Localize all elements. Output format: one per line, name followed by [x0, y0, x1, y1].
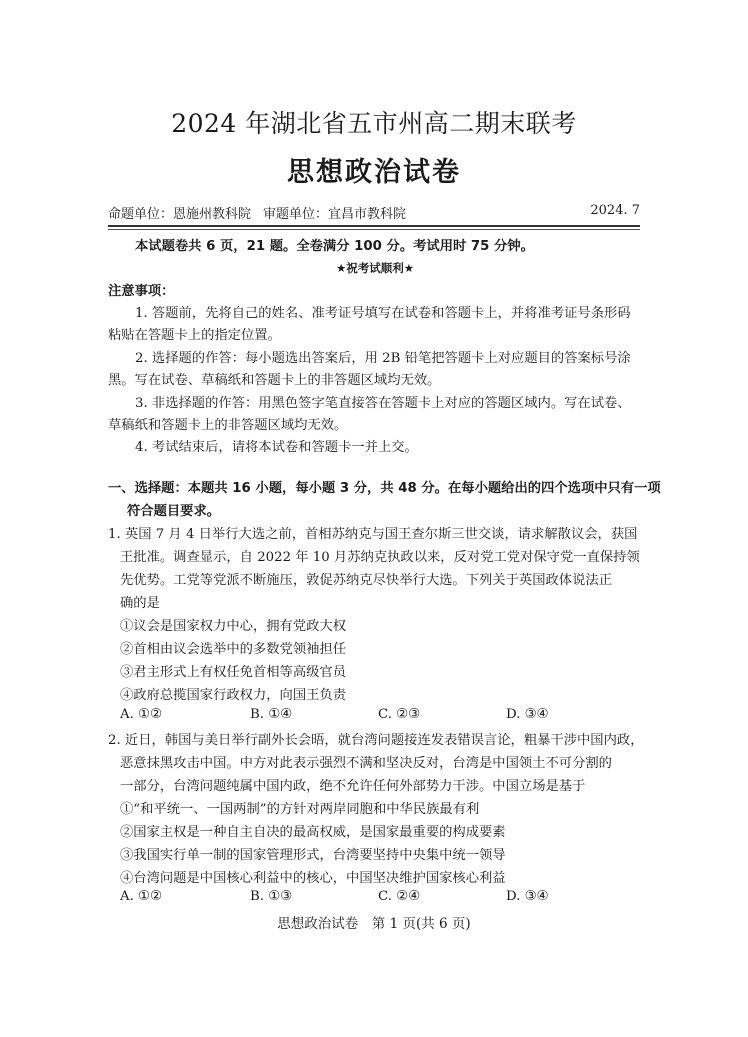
q2-statement-1: ①“和平统一、一国两制”的方针对两岸同胞和中华民族最有利: [120, 802, 480, 817]
q1-stem-line-2: 王批准。调查显示，自 2022 年 10 月苏纳克执政以来，反对党工党对保守党一直保持领: [120, 550, 640, 565]
q1-stem-line-4: 确的是: [120, 596, 160, 611]
notice-item-2-line-1: 2. 选择题的作答：每小题选出答案后，用 2B 铅笔把答题卡上对应题目的答案标号涂: [135, 351, 631, 366]
q2-stem-line-2: 恶意抹黑攻击中国。中方对此表示强烈不满和坚决反对，台湾是中国领土不可分割的: [120, 756, 612, 771]
good-luck-banner: ★祝考试顺利★: [335, 261, 415, 275]
q2-statement-4: ④台湾问题是中国核心利益中的核心，中国坚决维护国家核心利益: [120, 871, 506, 886]
notice-item-1-line-1: 1. 答题前，先将自己的姓名、准考证号填写在试卷和答题卡上，并将准考证号条形码: [135, 306, 631, 321]
q2-statement-3: ③我国实行单一制的国家管理形式，台湾要坚持中央集中统一领导: [120, 848, 506, 863]
exam-title: 2024 年湖北省五市州高二期末联考: [171, 109, 577, 138]
exam-summary: 本试题卷共 6 页，21 题。全卷满分 100 分。考试用时 75 分钟。: [135, 239, 534, 254]
notice-heading: 注意事项：: [108, 284, 175, 299]
subject-title: 思想政治试卷: [287, 157, 461, 188]
q1-option-b[interactable]: B. ①④: [250, 707, 293, 722]
section-heading-line-1: 一、选择题：本题共 16 小题，每小题 3 分，共 48 分。在每小题给出的四个选项中只有一项: [108, 481, 661, 496]
notice-item-4: 4. 考试结束后，请将本试卷和答题卡一并上交。: [135, 440, 418, 455]
q2-option-a[interactable]: A. ①②: [120, 889, 162, 904]
q1-statement-1: ①议会是国家权力中心，拥有党政大权: [120, 619, 347, 634]
q2-option-c[interactable]: C. ②④: [378, 889, 420, 904]
notice-item-2-line-2: 黑。写在试卷、草稿纸和答题卡上的非答题区域均无效。: [108, 373, 441, 388]
notice-item-1-line-2: 粘贴在答题卡上的指定位置。: [108, 328, 281, 343]
notice-item-3-line-1: 3. 非选择题的作答：用黑色签字笔直接答在答题卡上对应的答题区域内。写在试卷、: [135, 396, 631, 411]
section-heading-line-2: 符合题目要求。: [127, 504, 221, 519]
setter-unit: 命题单位：恩施州教科院: [108, 207, 252, 222]
header-rule-thick: [108, 225, 640, 227]
reviewer-unit: 审题单位：宜昌市教科院: [263, 207, 407, 222]
q1-option-d[interactable]: D. ③④: [506, 707, 549, 722]
q1-statement-4: ④政府总揽国家行政权力，向国王负责: [120, 688, 347, 703]
q2-statement-2: ②国家主权是一种自主自决的最高权威，是国家最重要的构成要素: [120, 825, 506, 840]
q2-option-b[interactable]: B. ①③: [250, 889, 293, 904]
q1-option-a[interactable]: A. ①②: [120, 707, 162, 722]
notice-item-3-line-2: 草稿纸和答题卡上的非答题区域均无效。: [108, 418, 348, 433]
q1-statement-2: ②首相由议会选举中的多数党领袖担任: [120, 642, 347, 657]
q2-stem-line-3: 一部分，台湾问题纯属中国内政，绝不允许任何外部势力干涉。中国立场是基于: [120, 779, 586, 794]
q1-option-c[interactable]: C. ②③: [378, 707, 420, 722]
q1-stem-line-1: 1. 英国 7 月 4 日举行大选之前，首相苏纳克与国王查尔斯三世交谈，请求解散议会，获国: [108, 527, 638, 542]
q2-option-d[interactable]: D. ③④: [506, 889, 549, 904]
page-footer: 思想政治试卷 第 1 页(共 6 页): [277, 916, 471, 932]
q1-statement-3: ③君主形式上有权任免首相等高级官员: [120, 665, 347, 680]
header-rule-thin: [108, 229, 640, 230]
exam-date: 2024. 7: [590, 203, 640, 218]
q2-stem-line-1: 2. 近日，韩国与美日举行副外长会晤，就台湾问题接连发表错误言论，粗暴干涉中国内政，: [108, 733, 644, 748]
q1-stem-line-3: 先优势。工党等党派不断施压，敦促苏纳克尽快举行大选。下列关于英国政体说法正: [120, 573, 612, 588]
